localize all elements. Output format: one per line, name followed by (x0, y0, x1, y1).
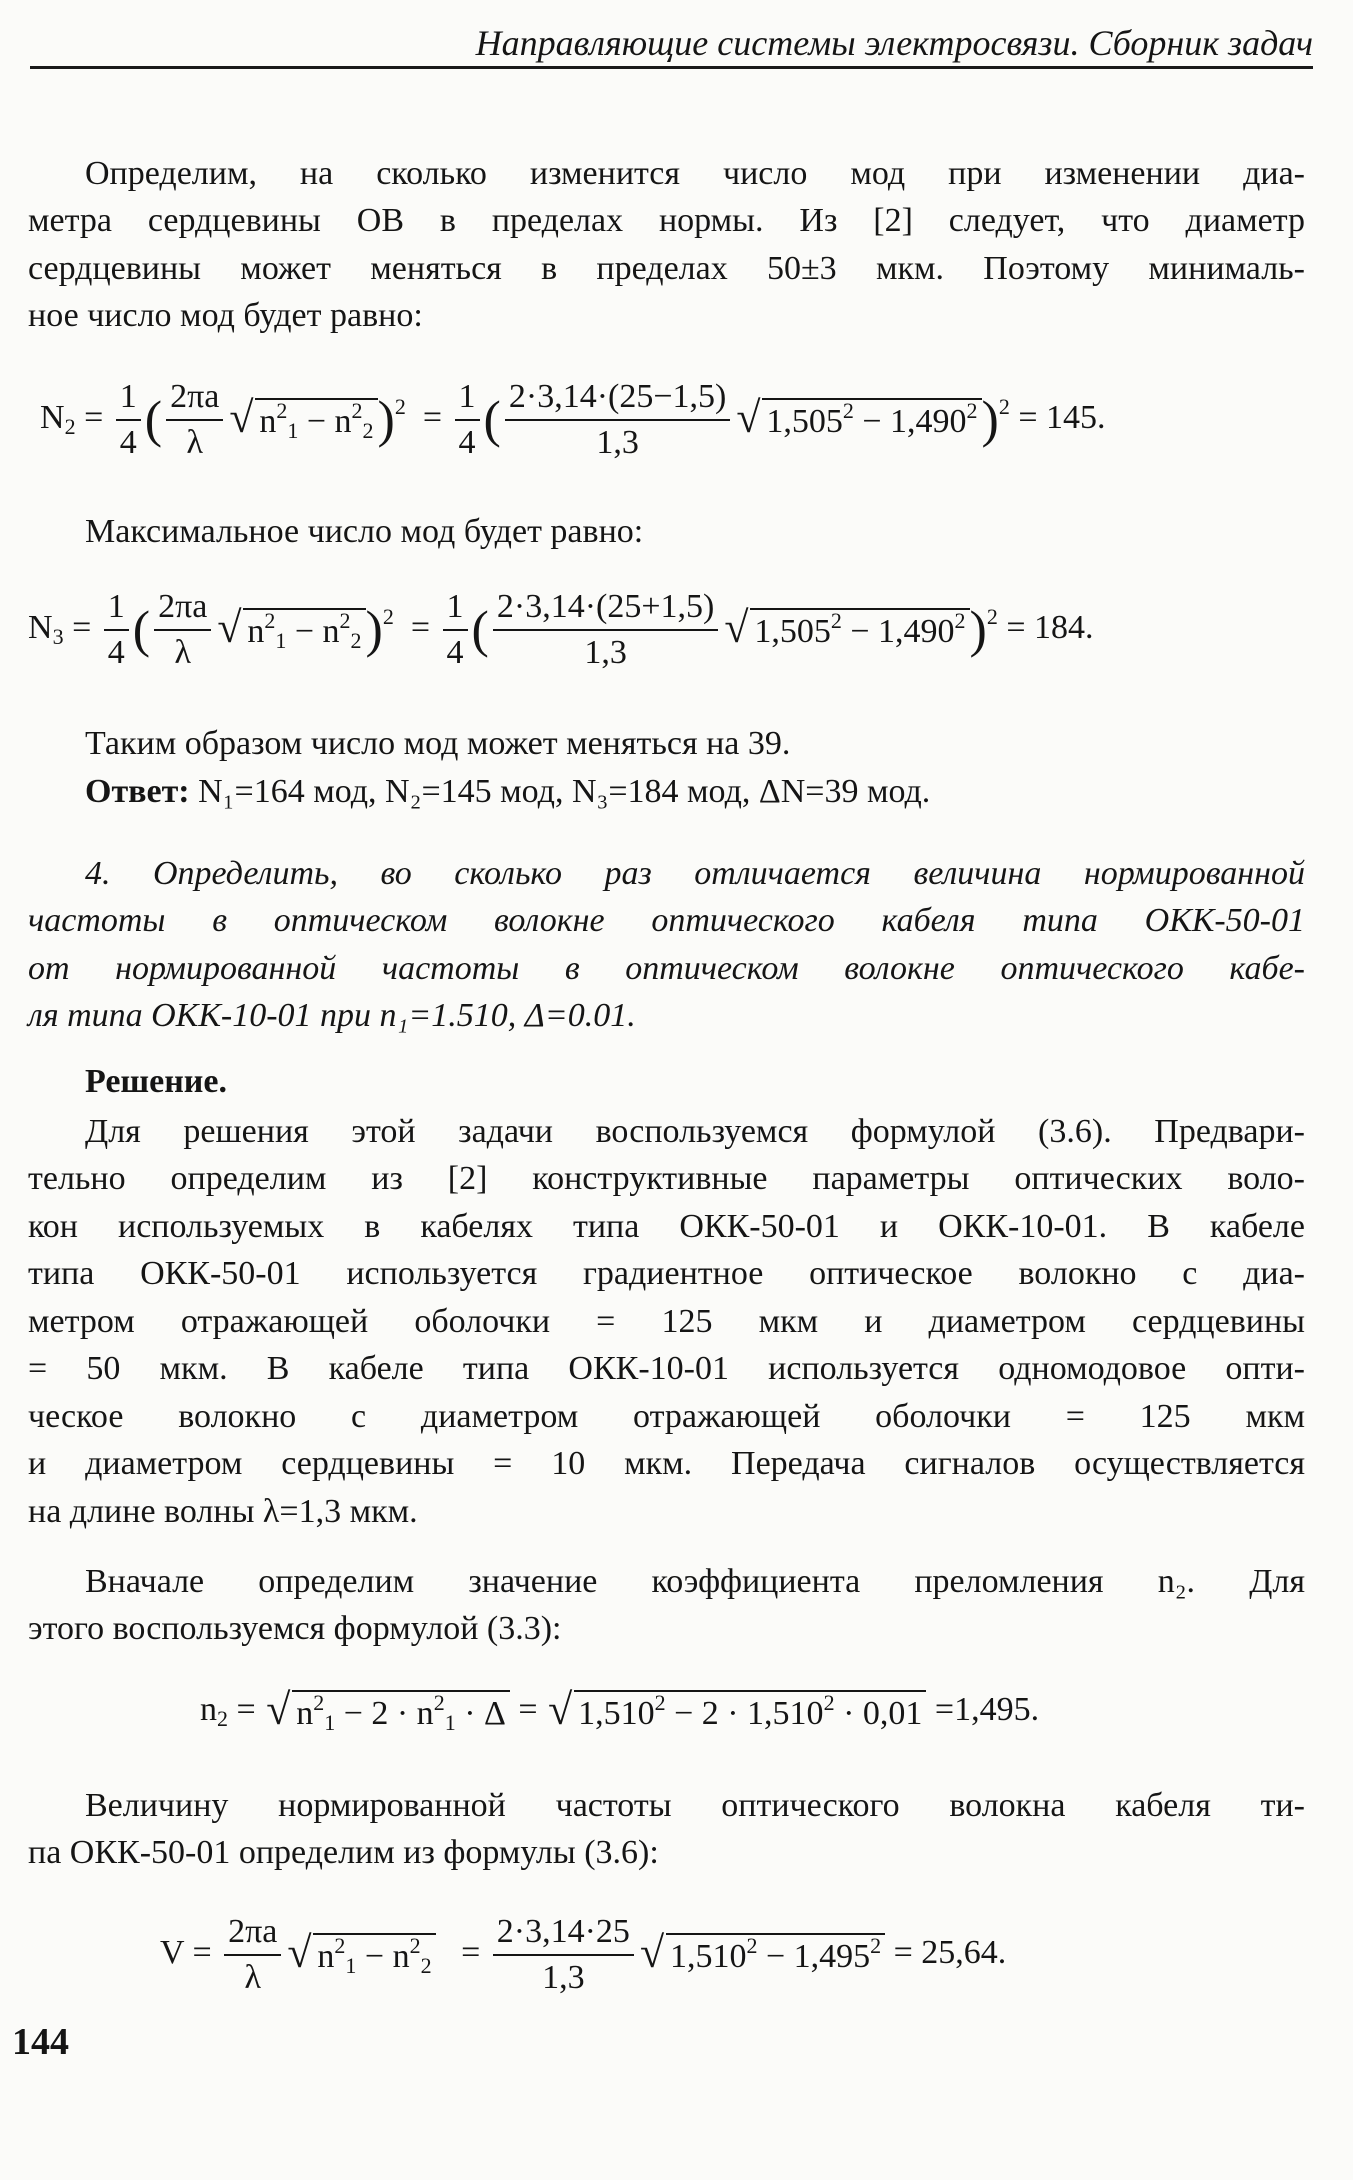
text-line: этого воспользуемся формулой (3.3): (28, 1610, 562, 1647)
formula-lhs: N (28, 608, 53, 646)
fraction-quarter: $\frac{1}{4}$ (116, 375, 141, 465)
fraction-numeric: $\frac{2\cdot 3,14\cdot 25}{1,3}$ (493, 1910, 634, 2000)
text-line: па ОКК-50-01 определим из формулы (3.6): (28, 1834, 659, 1871)
formula-lhs: N (40, 398, 65, 436)
paragraph-mode-change-cont (28, 197, 1305, 340)
fraction-2pia-lambda: $\frac{2\pi a}{\lambda}$ (166, 375, 223, 465)
formula-sub: 3 (52, 623, 64, 649)
running-header (30, 18, 1313, 69)
text-line: Величину нормированной частоты оптического волокна кабеля ти- (85, 1787, 1305, 1824)
formula-n3-max: $N_3$ = $\frac{1}{4}$ ( $\frac{2\pi a}{\lambda}$ √ $n^2_1 - n^2_2)^2$ = $\frac{1}{4}$ ( $\frac{2\cdot 3,14\cdot(25+1,5)}{1,3}$ √ $1,505^2 - 1,490^2)^2 = 184$. (28, 585, 1094, 675)
formula-result: = 25,64. (893, 1933, 1007, 1971)
text-line: ное число мод будет равно: (28, 297, 423, 334)
task-4-statement (85, 850, 1305, 898)
paragraph-refraction-cont (28, 1605, 1305, 1653)
paragraph-mode-range (85, 720, 1305, 768)
solution-label: Решение. (85, 1063, 227, 1100)
text-line: метром отражающей оболочки = 125 мкм и диаметром сердцевины (28, 1302, 1305, 1340)
formula-n2-min: $N_2$ = $\frac{1}{4}$ ( $\frac{2\pi a}{\lambda}$ √ $n^2_1 - n^2_2)^2$ = $\frac{1}{4}$ ( $\frac{2\cdot 3,14\cdot(25-1,5)}{1,3}$ √ $1,505^2 - 1,490^2)^2 = 145$. (40, 375, 1106, 465)
text-line: типа ОКК-50-01 используется градиентное оптическое волокно с диа- (28, 1255, 1305, 1292)
formula-v: V = $\frac{2\pi a}{\lambda}$ √ $n^2_1 - n^2_2$ = $\frac{2\cdot 3,14\cdot 25}{1,3}$ √ $1,510^2 - 1,495^2 = 25,64$. (160, 1910, 1006, 2000)
paragraph-normalized-freq-cont (28, 1829, 1305, 1877)
formula-result: =1,495. (934, 1690, 1040, 1728)
paragraph-normalized-freq (85, 1782, 1305, 1830)
formula-result: = 184. (1006, 608, 1094, 646)
formula-sub: 2 (64, 413, 76, 439)
sqrt-n1-n2: √ $n^2_1 - n^2_2$ (217, 608, 365, 652)
paragraph-solution-cont (28, 1155, 1305, 1535)
page-number: 144 (12, 2021, 69, 2063)
text-line: = 50 мкм. В кабеле типа ОКК-10-01 используется одномодовое опти- (28, 1350, 1305, 1387)
answer-line (85, 768, 1305, 816)
task-4-statement-cont (28, 897, 1305, 1040)
fraction-numeric: $\frac{2\cdot 3,14\cdot(25+1,5)}{1,3}$ (493, 585, 718, 675)
paragraph-solution (85, 1108, 1305, 1156)
sqrt-n1-n2: √ $n^2_1 - n^2_2$ (229, 398, 377, 442)
text-line: частоты в оптическом волокне оптического кабеля типа ОКК-50-01 (28, 902, 1305, 939)
text-line: Вначале определим значение коэффициента преломления n₂. Для (85, 1563, 1305, 1600)
answer-text: N₁=164 мод, N₂=145 мод, N₃=184 мод, ΔN=39 мод. (198, 773, 931, 810)
text-line: Таким образом число мод может меняться на 39. (85, 725, 791, 762)
header-title: Направляющие системы электросвязи. Сборник задач (475, 23, 1313, 63)
text-line: Максимальное число мод будет равно: (85, 513, 644, 550)
text-line: Для решения этой задачи воспользуемся формулой (3.6). Предвари- (85, 1113, 1305, 1150)
formula-n2-refraction: $n_2$ = √ $n^2_1 - 2 \cdot n^2_1 \cdot \Delta$ = √ $1,510^2 - 2 \cdot 1,510^2 \cdot 0,01 =1,495$. (200, 1685, 1040, 1735)
sqrt-numeric: √ $1,510^2 - 2 \cdot 1,510^2 \cdot 0,01$ (548, 1690, 926, 1734)
paragraph-max-modes (85, 508, 1305, 556)
answer-label: Ответ: (85, 773, 190, 810)
sqrt-numeric: √ $1,505^2 - 1,490^2$ (736, 398, 981, 442)
formula-result: = 145. (1018, 398, 1106, 436)
text-line: метра сердцевины ОВ в пределах нормы. Из [2] следует, что диаметр (28, 202, 1305, 239)
paragraph-mode-change (85, 150, 1305, 198)
sqrt-symbolic: √ $n^2_1 - 2 \cdot n^2_1 \cdot \Delta$ (266, 1690, 510, 1734)
text-line: тельно определим из [2] конструктивные параметры оптических воло- (28, 1160, 1305, 1197)
text-line: ческое волокно с диаметром отражающей оболочки = 125 мкм (28, 1397, 1305, 1435)
fraction-numeric: $\frac{2\cdot 3,14\cdot(25-1,5)}{1,3}$ (505, 375, 730, 465)
text-line: на длине волны λ=1,3 мкм. (28, 1492, 418, 1530)
solution-heading (85, 1058, 1305, 1106)
fraction-quarter-2: $\frac{1}{4}$ (455, 375, 480, 465)
text-line: и диаметром сердцевины = 10 мкм. Передача сигналов осуществляется (28, 1445, 1305, 1482)
paragraph-refraction (85, 1558, 1305, 1606)
text-line: от нормированной частоты в оптическом волокне оптического кабе- (28, 949, 1305, 987)
text-line: сердцевины может меняться в пределах 50±3 мкм. Поэтому минималь- (28, 249, 1305, 287)
text-line: 4. Определить, во сколько раз отличается величина нормированной (85, 855, 1305, 892)
text-line: Определим, на сколько изменится число мод при изменении диа- (85, 155, 1305, 192)
text-line: ля типа ОКК-10-01 при n₁=1.510, Δ=0.01. (28, 997, 636, 1034)
text-line: кон используемых в кабелях типа ОКК-50-01 и ОКК-10-01. В кабеле (28, 1207, 1305, 1245)
formula-eq: = (84, 398, 104, 436)
